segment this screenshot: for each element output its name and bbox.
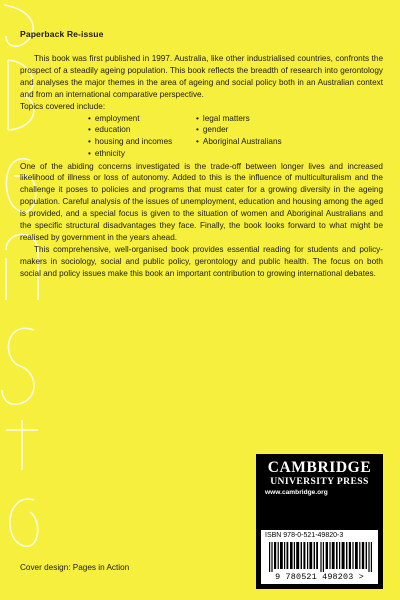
publisher-url: www.cambridge.org [265, 489, 328, 496]
topic-item: • ethnicity [88, 148, 172, 160]
barcode [261, 530, 378, 584]
topics-list [88, 113, 383, 161]
topic-item: • housing and incomes [88, 136, 172, 148]
topic-item: • legal matters [196, 113, 282, 125]
blurb [20, 53, 383, 280]
topics-column-left [88, 113, 172, 161]
isbn-label: ISBN 978-0-521-49820-3 [265, 532, 344, 539]
publisher-name: CAMBRIDGE [267, 459, 372, 476]
blurb-audience: This comprehensive, well-organised book provides essential reading for students and policy-makers in sociology, social and public policy, gerontology and public health. The focus on both social and policy issues make this book an important contribution to growing international debates. [20, 244, 383, 278]
barcode-bars-icon [269, 542, 375, 572]
topic-item: • gender [196, 124, 282, 136]
topics-column-right [196, 113, 282, 149]
topic-item: • Aboriginal Australians [196, 136, 282, 148]
barcode-digits: 9 780521 498203 > [275, 572, 364, 582]
publisher-subname: UNIVERSITY PRESS [270, 476, 369, 487]
topic-item: • education [88, 124, 172, 136]
cover-design-credit: Cover design: Pages in Action [20, 563, 130, 572]
publisher-box [256, 454, 383, 589]
paperback-reissue-label: Paperback Re-issue [20, 29, 104, 39]
topic-item: • employment [88, 113, 172, 125]
blurb-concerns: One of the abiding concerns investigated is the trade-off between longer lives and increased likelihood of illness or loss of autonomy. Added to this is the influence of multiculturalism and the challenge it poses to policies and programs that must cater for a growing diversity in the ageing population. Careful analysis of the issues of unemployment, education and housing among the aged is provided, and a special focus is given to the situation of women and Aboriginal Australians and the specific structural disadvantages they face. Finally, the book looks forward to what might be realised by government in the years ahead. [20, 161, 383, 242]
topics-heading: Topics covered include: [20, 101, 106, 111]
blurb-intro: This book was first published in 1997. Australia, like other industrialised countries, confronts the prospect of a steadily ageing population. This book reflects the breadth of research into gerontology and analyses the major themes in the area of ageing and social policy both in an Australian context and from an international comparative perspective. [20, 54, 383, 99]
